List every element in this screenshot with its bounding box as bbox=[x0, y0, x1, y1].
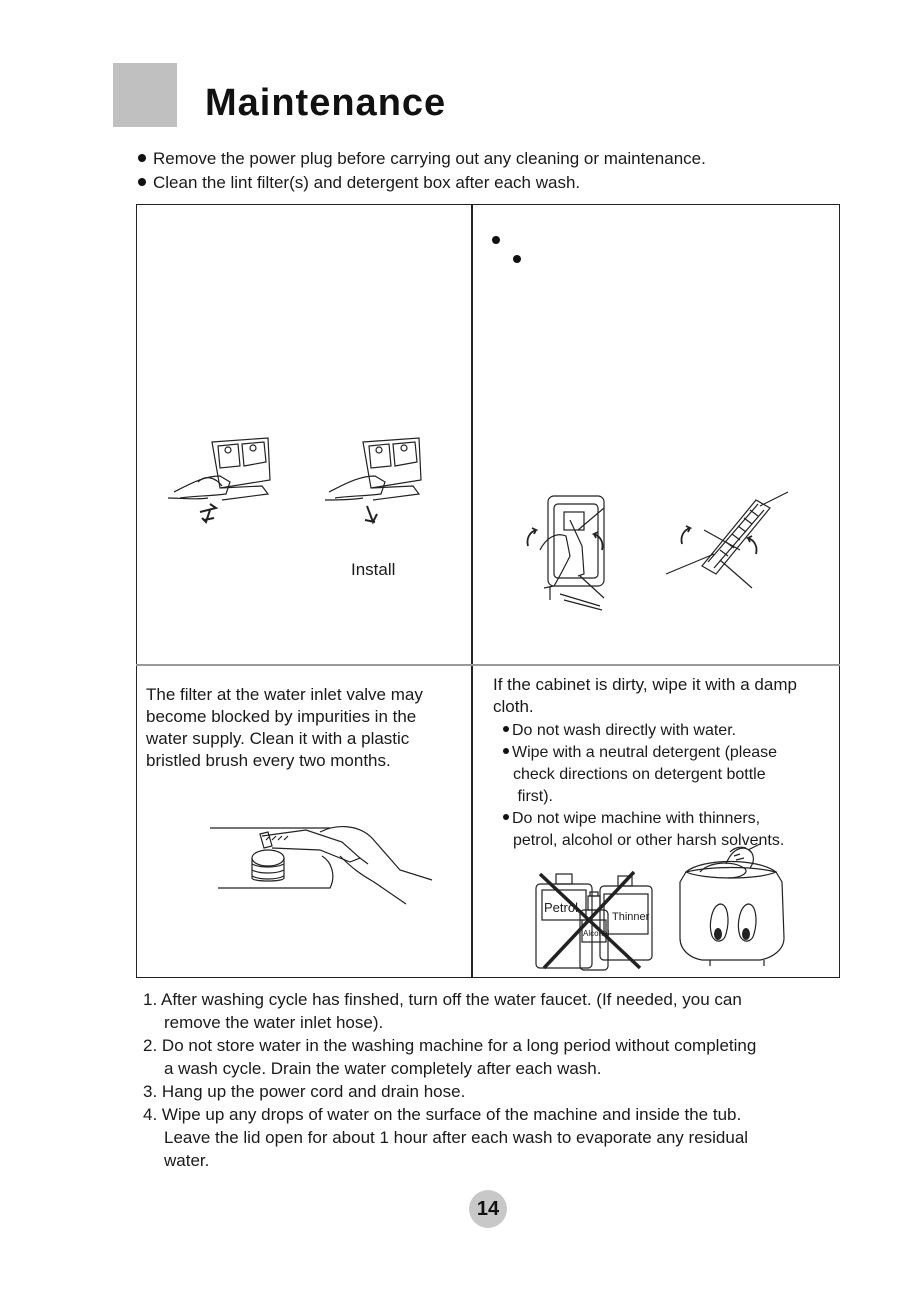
after-wash-item-2-cont: a wash cycle. Drain the water completely after each wash. bbox=[164, 1059, 602, 1078]
bullet-icon bbox=[503, 814, 509, 820]
cabinet-bullet-3 bbox=[503, 808, 760, 829]
list-number: 3. bbox=[143, 1082, 158, 1101]
bullet-icon bbox=[138, 178, 146, 186]
after-wash-item-4 bbox=[143, 1104, 741, 1126]
cabinet-intro-line-1: If the cabinet is dirty, wipe it with a damp bbox=[493, 675, 797, 694]
eye-icon bbox=[714, 928, 722, 940]
cabinet-bullet-text: Do not wipe machine with thinners, bbox=[512, 810, 761, 827]
bullet-icon bbox=[503, 726, 509, 732]
inlet-filter-line-3: water supply. Clean it with a plastic bbox=[146, 729, 410, 748]
list-number: 1. bbox=[143, 990, 158, 1009]
list-number: 4. bbox=[143, 1105, 158, 1124]
lint-filter-detail-illustration bbox=[660, 490, 800, 600]
after-wash-item-1-cont: remove the water inlet hose). bbox=[164, 1013, 384, 1032]
bullet-icon bbox=[138, 154, 146, 162]
petrol-label: Petrol bbox=[544, 900, 578, 915]
lint-filter-removal-illustration bbox=[520, 490, 630, 610]
thinner-label: Thinner bbox=[612, 911, 650, 923]
cabinet-bullet-3-cont: petrol, alcohol or other harsh solvents. bbox=[513, 832, 785, 849]
cabinet-bullet-text: Do not wash directly with water. bbox=[512, 722, 737, 739]
cabinet-bullet-2-cont-1: check directions on detergent bottle bbox=[513, 766, 766, 783]
panel-horizontal-divider bbox=[136, 664, 840, 666]
detergent-box-remove-illustration bbox=[160, 430, 290, 540]
bullet-icon bbox=[503, 748, 509, 754]
list-number: 2. bbox=[143, 1036, 158, 1055]
list-text: Hang up the power cord and drain hose. bbox=[161, 1082, 466, 1101]
after-wash-item-2 bbox=[143, 1035, 756, 1057]
inlet-filter-brush-illustration bbox=[210, 812, 440, 912]
intro-bullet-text: Clean the lint filter(s) and detergent box after each wash. bbox=[153, 173, 581, 192]
intro-bullet-1 bbox=[138, 148, 706, 170]
after-wash-item-1 bbox=[143, 989, 742, 1011]
cabinet-bullet-1 bbox=[503, 720, 736, 741]
clean-machine-illustration bbox=[672, 842, 792, 976]
panel-vertical-divider bbox=[471, 204, 473, 978]
page-title: Maintenance bbox=[205, 82, 447, 124]
detergent-box-install-illustration bbox=[325, 430, 455, 540]
install-label: Install bbox=[351, 560, 396, 579]
list-text: Wipe up any drops of water on the surface of the machine and inside the tub. bbox=[161, 1105, 742, 1124]
intro-bullet-text: Remove the power plug before carrying out any cleaning or maintenance. bbox=[153, 149, 706, 168]
inlet-filter-line-2: become blocked by impurities in the bbox=[146, 707, 417, 726]
cabinet-intro-line-2: cloth. bbox=[493, 697, 534, 716]
intro-bullet-2 bbox=[138, 172, 580, 194]
after-wash-item-4-cont-1: Leave the lid open for about 1 hour after each wash to evaporate any residual bbox=[164, 1128, 749, 1147]
title-marker-square bbox=[113, 63, 177, 127]
after-wash-item-3 bbox=[143, 1081, 465, 1103]
eye-icon bbox=[742, 928, 750, 940]
no-solvents-illustration bbox=[530, 864, 660, 974]
after-wash-item-4-cont-2: water. bbox=[164, 1151, 210, 1170]
cabinet-bullet-text: Wipe with a neutral detergent (please bbox=[512, 744, 778, 761]
cabinet-bullet-2 bbox=[503, 742, 777, 763]
list-text: After washing cycle has finshed, turn off the water faucet. (If needed, you can bbox=[160, 990, 742, 1009]
page-number-badge: 14 bbox=[469, 1190, 507, 1228]
list-text: Do not store water in the washing machine for a long period without completing bbox=[161, 1036, 757, 1055]
cabinet-bullet-2-cont-2: first). bbox=[513, 788, 553, 805]
inlet-filter-line-4: bristled brush every two months. bbox=[146, 751, 391, 770]
inlet-filter-line-1: The filter at the water inlet valve may bbox=[146, 685, 423, 704]
bullet-icon bbox=[492, 236, 500, 244]
alcohol-label: Alcohol bbox=[583, 929, 610, 938]
